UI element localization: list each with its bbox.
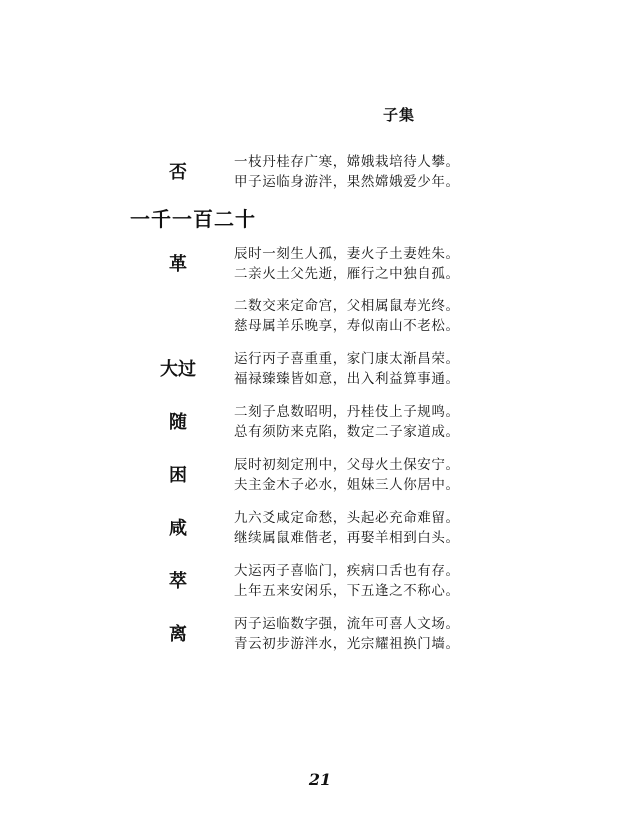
running-head: 子集 xyxy=(383,106,416,124)
hexagram-label: 大过 xyxy=(160,359,196,380)
verse-line: 二数交来定命宫，父相属鼠寿光终。 xyxy=(234,298,460,314)
verse-block xyxy=(234,296,460,336)
verse-block xyxy=(234,402,460,442)
verse-block xyxy=(234,244,460,284)
verse-line: 辰时初刻定刑中，父母火土保安宁。 xyxy=(234,457,460,473)
verse-line: 辰时一刻生人孤，妻火子土妻姓朱。 xyxy=(234,246,460,262)
hexagram-label: 困 xyxy=(169,465,187,486)
verse-block xyxy=(234,455,460,495)
hexagram-label: 否 xyxy=(169,162,187,183)
verse-line: 继续属鼠难偕老，再娶羊相到白头。 xyxy=(234,530,460,546)
verse-line: 一枝丹桂存广寒，嫦娥栽培待人攀。 xyxy=(234,154,460,170)
verse-line: 总有须防来克陷，数定二子家道成。 xyxy=(234,424,460,440)
verse-line: 丙子运临数字强，流年可喜人文场。 xyxy=(234,616,460,632)
hexagram-label: 革 xyxy=(169,254,187,275)
hexagram-label: 离 xyxy=(169,624,187,645)
verse-block xyxy=(234,614,460,654)
verse-line: 二刻子息数昭明，丹桂伎上子规鸣。 xyxy=(234,404,460,420)
verse-line: 上年五来安闲乐，下五逢之不称心。 xyxy=(234,583,460,599)
verse-line: 夫主金木子必水，姐妹三人你居中。 xyxy=(234,477,460,493)
verse-block xyxy=(234,561,460,601)
verse-block xyxy=(234,349,460,389)
section-title: 一千一百二十 xyxy=(130,207,256,231)
page-number: 21 xyxy=(308,770,332,789)
hexagram-label: 随 xyxy=(169,412,187,433)
hexagram-label: 萃 xyxy=(169,571,187,592)
verse-line: 大运丙子喜临门，疾病口舌也有存。 xyxy=(234,563,460,579)
verse-line: 福禄臻臻皆如意，出入利益算事通。 xyxy=(234,371,460,387)
verse-block xyxy=(234,152,460,192)
verse-line: 甲子运临身游泮，果然嫦娥爱少年。 xyxy=(234,174,460,190)
verse-line: 青云初步游泮水，光宗耀祖换门墙。 xyxy=(234,636,460,652)
verse-line: 运行丙子喜重重，家门康太渐昌荣。 xyxy=(234,351,460,367)
verse-line: 二亲火土父先逝，雁行之中独自孤。 xyxy=(234,266,460,282)
hexagram-label: 咸 xyxy=(169,518,187,539)
verse-line: 慈母属羊乐晚享，寿似南山不老松。 xyxy=(234,318,460,334)
verse-block xyxy=(234,508,460,548)
verse-line: 九六爻咸定命愁，头起必充命难留。 xyxy=(234,510,460,526)
